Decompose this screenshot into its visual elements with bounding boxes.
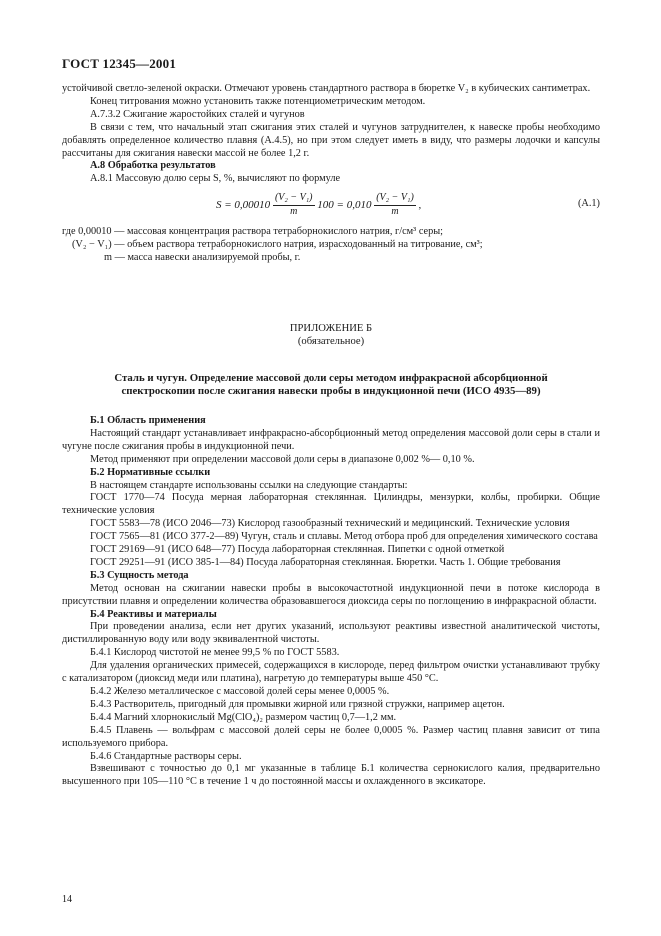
appendix-title	[62, 372, 600, 399]
fraction-numerator: (V₂ − V₁)	[273, 192, 315, 206]
paragraph: Б.4.5 Плавень — вольфрам с массовой долей серы не более 0,0005 %. Размер частиц плавня зависит от типа используемого прибора.	[62, 724, 600, 749]
appendix-heading	[62, 323, 600, 349]
appendix-status: (обязательное)	[297, 335, 365, 347]
fraction-numerator: (V₂ − V₁)	[374, 192, 416, 206]
paragraph: Метод основан на сжигании навески пробы в высокочастотной индукционной печи в потоке кислорода в присутствии плавня и определении количества образовавшегося диоксида серы по поглощению в инфракрасной области.	[62, 582, 600, 607]
definition: где 0,00010 — массовая концентрация раствора тетраборнокислого натрия, г/см³ серы;	[62, 226, 444, 238]
formula-middle: 100 = 0,010	[317, 199, 372, 212]
section-heading: Б.1 Область применения	[90, 414, 206, 426]
paragraph: Конец титрования можно установить также потенциометрическим методом.	[90, 95, 426, 107]
paragraph: Б.4.1 Кислород чистотой не менее 99,5 % по ГОСТ 5583.	[90, 647, 340, 659]
formula-expression	[216, 192, 421, 219]
paragraph: В связи с тем, что начальный этап сжигания этих сталей и чугунов затруднителен, к навеске пробы необходимо добавлять определенное количество плавня (А.4.5), но при этом следует иметь в виду, что размеры лодочки и капсулы рассчитаны для сжигания навески массой не более 1,2 г.	[62, 121, 600, 159]
page-number: 14	[62, 894, 72, 905]
formula-lhs: S = 0,00010	[216, 199, 271, 212]
reference: ГОСТ 29169—91 (ИСО 648—77) Посуда лабораторная стеклянная. Пипетки с одной отметкой	[90, 544, 505, 556]
formula	[62, 190, 600, 224]
section-heading: Б.2 Нормативные ссылки	[90, 466, 211, 478]
paragraph: А.8.1 Массовую долю серы S, %, вычисляют по формуле	[90, 173, 341, 185]
paragraph: Настоящий стандарт устанавливает инфракрасно-абсорбционный метод определения массовой доли серы в стали и чугуне после сжигания пробы в индукционной печи.	[62, 427, 600, 452]
appendix-title-line: Сталь и чугун. Определение массовой доли серы методом инфракрасной абсорбционной	[114, 371, 548, 384]
formula-tail: ,	[418, 199, 422, 212]
section-heading: А.8 Обработка результатов	[90, 160, 216, 172]
paragraph: В настоящем стандарте использованы ссылки на следующие стандарты:	[90, 479, 408, 491]
paragraph: Метод применяют при определении массовой доли серы в диапазоне 0,002 %— 0,10 %.	[90, 453, 475, 465]
paragraph: устойчивой светло-зеленой окраски. Отмечают уровень стандартного раствора в бюретке V₂ в кубических сантиметрах.	[62, 83, 591, 94]
reference: ГОСТ 29251—91 (ИСО 385-1—84) Посуда лабораторная стеклянная. Бюретки. Часть 1. Общие требования	[90, 556, 561, 568]
paragraph: Б.4.2 Железо металлическое с массовой долей серы менее 0,0005 %.	[90, 686, 390, 697]
fraction-denominator: m	[290, 206, 298, 218]
reference: ГОСТ 5583—78 (ИСО 2046—73) Кислород газообразный технический и медицинский. Технические условия	[90, 518, 570, 530]
formula-number: (А.1)	[577, 198, 600, 210]
paragraph: Б.4.6 Стандартные растворы серы.	[90, 750, 242, 762]
section-heading: Б.4 Реактивы и материалы	[90, 608, 217, 620]
definition: (V₂ − V₁) — объем раствора тетраборнокислого натрия, израсходованный на титрование, см³;	[72, 239, 483, 251]
fraction	[374, 192, 416, 219]
paragraph: При проведении анализа, если нет других указаний, используют реактивы известной аналитической чистоты, дистиллированную воду или воду эквивалентной чистоты.	[62, 621, 600, 646]
appendix-title-line: спектроскопии после сжигания навески пробы в индукционной печи (ИСО 4935—89)	[121, 385, 541, 398]
paragraph: Б.4.4 Магний хлорнокислый Mg(ClO₄)₂ размером частиц 0,7—1,2 мм.	[90, 711, 397, 723]
paragraph: Взвешивают с точностью до 0,1 мг указанные в таблице Б.1 количества сернокислого калия, предварительно высушенного при 105—110 °С в течение 1 ч до постоянной массы и охлажденного в эксикаторе.	[62, 763, 600, 788]
paragraph: Для удаления органических примесей, содержащихся в кислороде, перед фильтром очистки устанавливают трубку с катализатором (диоксид меди или платина), нагретую до температуры выше 450 °С.	[62, 660, 600, 685]
appendix-label: ПРИЛОЖЕНИЕ Б	[289, 322, 373, 334]
section-heading: Б.3 Сущность метода	[90, 569, 189, 581]
document-body	[62, 83, 600, 789]
definition: m — масса навески анализируемой пробы, г.	[104, 252, 301, 264]
fraction-denominator: m	[391, 206, 399, 218]
paragraph: Б.4.3 Растворитель, пригодный для промывки жирной или грязной стружки, например ацетон.	[90, 698, 505, 710]
reference: ГОСТ 7565—81 (ИСО 377-2—89) Чугун, сталь и сплавы. Метод отбора проб для определения химического состава	[90, 531, 598, 543]
document-header: ГОСТ 12345—2001	[62, 56, 177, 71]
subsection-heading: А.7.3.2 Сжигание жаростойких сталей и чугунов	[90, 108, 305, 120]
reference: ГОСТ 1770—74 Посуда мерная лабораторная стеклянная. Цилиндры, мензурки, колбы, пробирки. Общие технические условия	[62, 492, 600, 517]
fraction	[273, 192, 315, 219]
